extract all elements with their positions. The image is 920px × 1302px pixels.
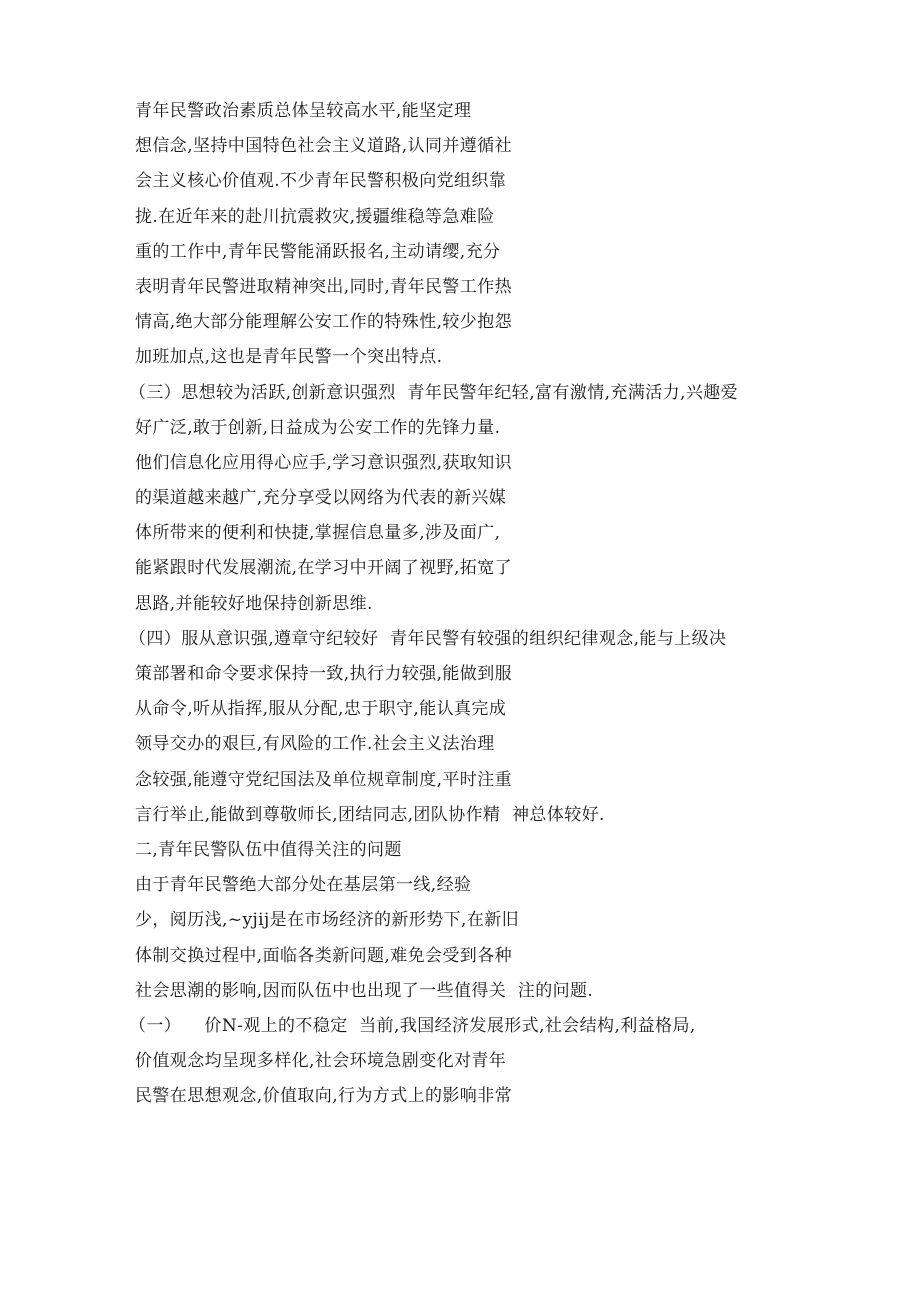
text-line: 少，阅历浅,~yjij是在市场经济的新形势下,在新旧 xyxy=(135,910,520,931)
text-line: 价值观念均呈现多样化,社会环境急剧变化对青年 xyxy=(135,1051,507,1072)
section-title-line: 二,青年民警队伍中值得关注的问题 xyxy=(135,839,402,860)
text-line: 言行举止,能做到尊敬师长,团结同志,团队协作精 神总体较好. xyxy=(135,804,605,825)
text-line: 青年民警政治素质总体呈较高水平,能坚定理 xyxy=(135,101,472,121)
text-line: 的渠道越来越广,充分享受以网络为代表的新兴媒 xyxy=(135,488,507,509)
text-line: 能紧跟时代发展潮流,在学习中开阔了视野,拓宽了 xyxy=(135,558,513,579)
section-heading-line: （一） 价N-观上的不稳定 当前,我国经济发展形式,社会结构,利益格局, xyxy=(129,1015,696,1036)
text-line: 领导交办的艰巨,有风险的工作.社会主义法治理 xyxy=(135,734,495,755)
text-line: 思路,并能较好地保持创新思维. xyxy=(135,593,373,614)
text-line: 会主义核心价值观.不少青年民警积极向党组织靠 xyxy=(135,171,507,192)
text-line: 社会思潮的影响,因而队伍中也出现了一些值得关 注的问题. xyxy=(135,980,594,1001)
text-line: 加班加点,这也是青年民警一个突出特点. xyxy=(135,347,443,368)
text-line: 拢.在近年来的赴川抗震救灾,援疆维稳等急难险 xyxy=(135,206,495,227)
text-line: 他们信息化应用得心应手,学习意识强烈,获取知识 xyxy=(135,452,513,473)
text-line: 念较强,能遵守党纪国法及单位规章制度,平时注重 xyxy=(135,769,513,790)
section-heading-line: （四）服从意识强,遵章守纪较好 青年民警有较强的组织纪律观念,能与上级决 xyxy=(129,628,727,649)
text-line: 民警在思想观念,价值取向,行为方式上的影响非常 xyxy=(135,1086,513,1107)
text-line: 体所带来的便利和快捷,掌握信息量多,涉及面广, xyxy=(135,523,501,544)
document-body xyxy=(129,94,835,1114)
text-line: 策部署和命令要求保持一致,执行力较强,能做到服 xyxy=(135,664,513,684)
text-line: 由于青年民警绝大部分处在基层第一线,经验 xyxy=(135,875,472,896)
text-line: 体制交换过程中,面临各类新问题,难免会受到各种 xyxy=(135,945,513,966)
text-line: 重的工作中,青年民警能涌跃报名,主动请缨,充分 xyxy=(135,241,501,262)
text-line: 好广泛,敢于创新,日益成为公安工作的先锋力量. xyxy=(135,417,501,438)
section-heading-line: （三）思想较为活跃,创新意识强烈 青年民警年纪轻,富有激情,充满活力,兴趣爱 xyxy=(129,382,739,403)
text-line: 想信念,坚持中国特色社会主义道路,认同并遵循社 xyxy=(135,136,513,157)
text-line: 从命令,听从指挥,服从分配,忠于职守,能认真完成 xyxy=(135,699,507,720)
text-line: 情高,绝大部分能理解公安工作的特殊性,较少抱怨 xyxy=(135,312,513,333)
text-line: 表明青年民警进取精神突出,同时,青年民警工作热 xyxy=(135,276,513,297)
